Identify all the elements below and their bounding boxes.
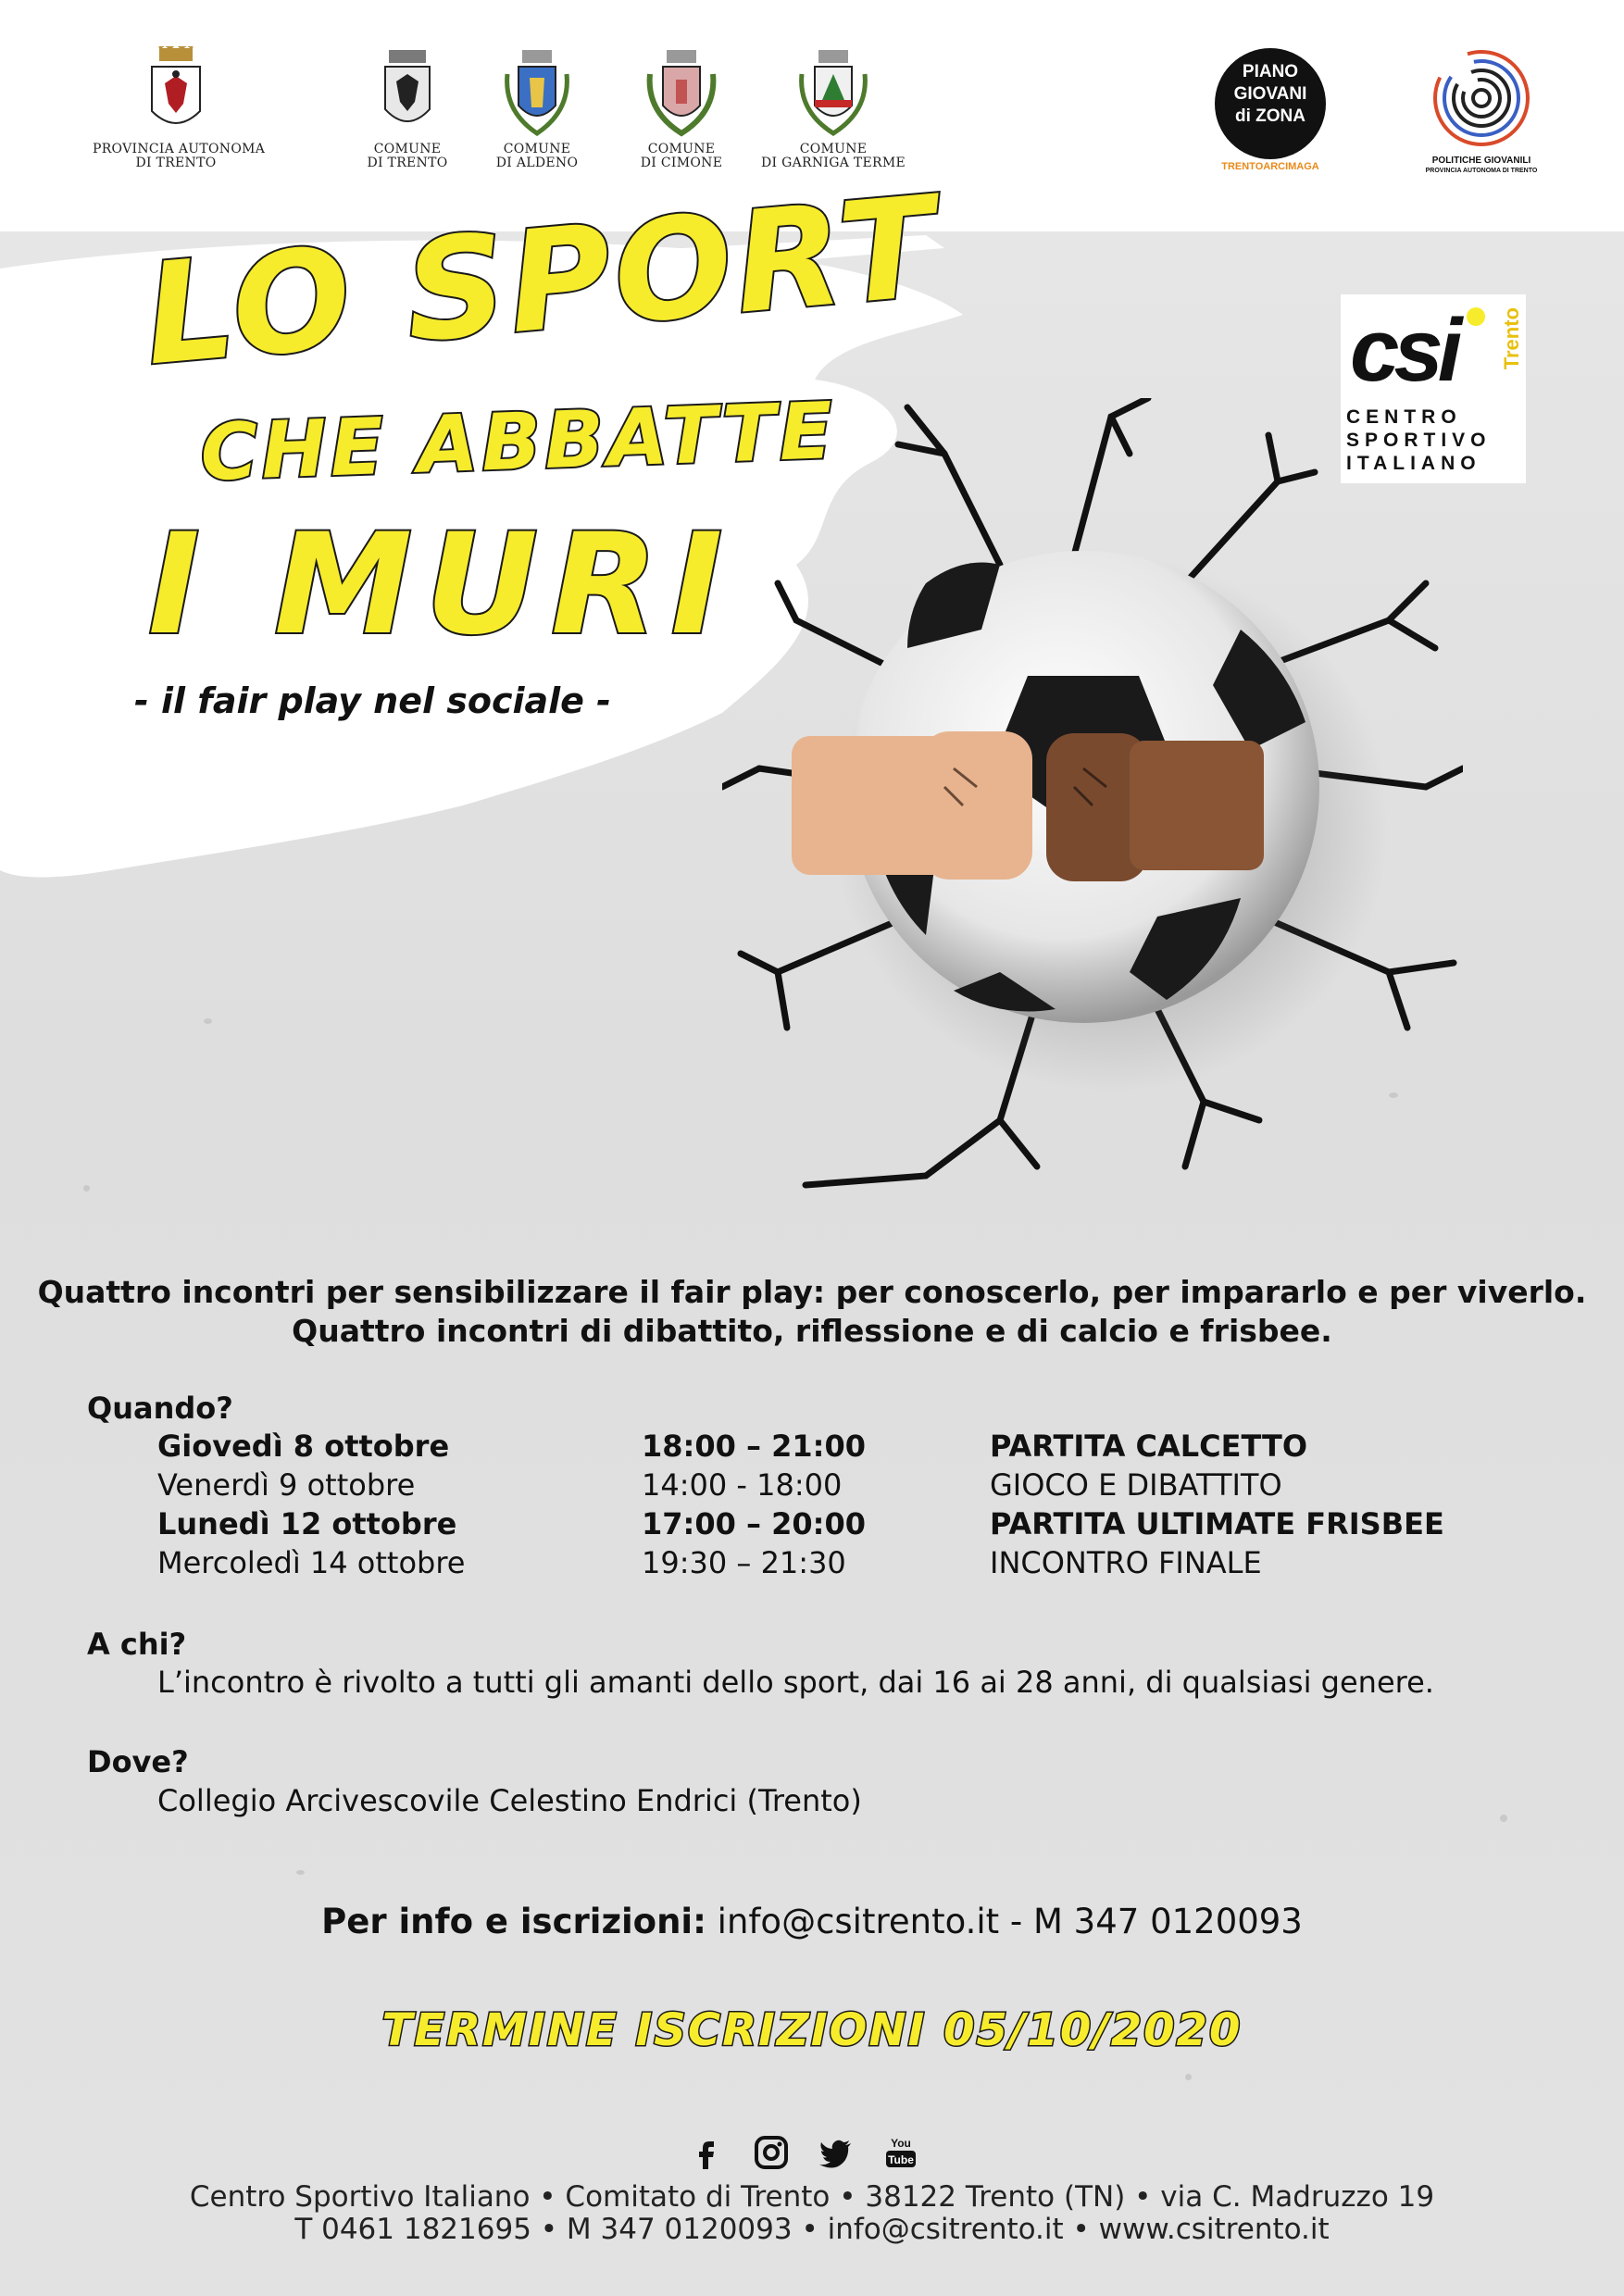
registration-deadline: TERMINE ISCRIZIONI 05/10/2020 [381, 2004, 1243, 2056]
logo-caption: DI GARNIGA TERME [760, 156, 906, 170]
csi-text-line: SPORTIVO [1346, 430, 1492, 451]
where-text: Collegio Arcivescovile Celestino Endrici (Trento) [157, 1783, 862, 1818]
piano-giovani-tag: TRENTOARCIMAGA [1221, 161, 1319, 172]
youtube-icon[interactable] [882, 2134, 919, 2171]
coat-of-arms-icon [380, 46, 435, 139]
facebook-icon[interactable] [688, 2134, 725, 2171]
background-speck [83, 1185, 90, 1192]
schedule-activity: GIOCO E DIBATTITO [990, 1467, 1282, 1503]
footer-address: Centro Sportivo Italiano • Comitato di Trento • 38122 Trento (TN) • via C. Madruzzo 19 [189, 2180, 1435, 2214]
schedule-time: 14:00 - 18:00 [642, 1467, 843, 1503]
svg-text:Tube: Tube [888, 2153, 914, 2166]
schedule-activity: INCONTRO FINALE [990, 1545, 1262, 1580]
background-speck [204, 1018, 212, 1024]
logo-caption: COMUNE [373, 142, 442, 156]
schedule-activity: PARTITA ULTIMATE FRISBEE [990, 1506, 1444, 1541]
title-line-1: LO SPORT [139, 167, 945, 397]
logo-caption: COMUNE [799, 142, 868, 156]
politiche-line: PROVINCIA AUTONOMA DI TRENTO [1425, 168, 1538, 174]
logo-caption: PROVINCIA AUTONOMA [93, 142, 266, 156]
intro-line-1: Quattro incontri per sensibilizzare il fair play: per conoscerlo, per impararlo e per viverlo. [37, 1274, 1587, 1310]
schedule-day: Giovedì 8 ottobre [157, 1429, 450, 1464]
comune-garniga-logo [759, 46, 907, 170]
piano-giovani-line: GIOVANI [1233, 84, 1307, 104]
instagram-icon[interactable] [753, 2134, 790, 2171]
twitter-icon[interactable] [818, 2134, 855, 2171]
csi-mark: csi [1350, 301, 1457, 400]
logo-caption: DI TRENTO [367, 156, 448, 170]
comune-cimone-logo [635, 46, 728, 170]
where-heading: Dove? [87, 1744, 189, 1779]
subtitle: - il fair play nel sociale - [134, 680, 611, 721]
info-label: Per info e iscrizioni: [321, 1902, 706, 1941]
intro-line-2: Quattro incontri di dibattito, riflessione e di calcio e frisbee. [292, 1313, 1332, 1349]
piano-giovani-line: di ZONA [1235, 106, 1305, 126]
when-heading: Quando? [87, 1391, 233, 1426]
logo-caption: DI CIMONE [640, 156, 723, 170]
title-line-3: I MURI [148, 505, 736, 666]
schedule-day: Venerdì 9 ottobre [157, 1467, 416, 1503]
logo-caption: DI TRENTO [135, 156, 217, 170]
schedule-time: 18:00 – 21:00 [642, 1429, 866, 1464]
comune-trento-logo [352, 46, 463, 170]
title-line-2: CHE ABBATTE [199, 385, 838, 498]
logo-caption: COMUNE [647, 142, 716, 156]
piano-giovani-logo [1213, 46, 1329, 176]
background-speck [1185, 2074, 1192, 2080]
csi-text-line: CENTRO [1346, 406, 1462, 428]
politiche-giovanili-logo [1417, 46, 1546, 176]
schedule-day: Lunedì 12 ottobre [157, 1506, 457, 1541]
background-speck [296, 1870, 305, 1875]
schedule-time: 17:00 – 20:00 [642, 1506, 866, 1541]
info-line [0, 1902, 1624, 1941]
footer-contacts: T 0461 1821695 • M 347 0120093 • info@csitrento.it • www.csitrento.it [294, 2213, 1330, 2246]
coat-of-arms-icon [500, 46, 574, 139]
svg-text:You: You [891, 2137, 911, 2150]
provincia-trento-logo [93, 46, 266, 170]
spiral-icon [1417, 46, 1546, 157]
coat-of-arms-icon [643, 46, 720, 139]
schedule-row [0, 1467, 1624, 1506]
csi-side-label: Trento [1500, 307, 1523, 370]
politiche-line: POLITICHE GIOVANILI [1431, 156, 1531, 166]
info-contact[interactable]: info@csitrento.it - M 347 0120093 [717, 1902, 1303, 1941]
logo-caption: DI ALDENO [495, 156, 579, 170]
schedule-time: 19:30 – 21:30 [642, 1545, 846, 1580]
schedule-row [0, 1545, 1624, 1584]
schedule-row [0, 1429, 1624, 1467]
csi-text-line: ITALIANO [1346, 453, 1481, 474]
schedule-day: Mercoledì 14 ottobre [157, 1545, 466, 1580]
logo-caption: COMUNE [503, 142, 571, 156]
piano-giovani-line: PIANO [1242, 62, 1299, 81]
football-wall-illustration [722, 398, 1463, 1213]
schedule-activity: PARTITA CALCETTO [990, 1429, 1308, 1464]
who-text: L’incontro è rivolto a tutti gli amanti dello sport, dai 16 ai 28 anni, di qualsiasi genere. [157, 1665, 1434, 1700]
comune-aldeno-logo [491, 46, 583, 170]
coat-of-arms-icon [794, 46, 872, 139]
background-speck [1500, 1815, 1507, 1822]
who-heading: A chi? [87, 1627, 187, 1662]
coat-of-arms-icon [146, 46, 206, 139]
schedule-row [0, 1506, 1624, 1545]
